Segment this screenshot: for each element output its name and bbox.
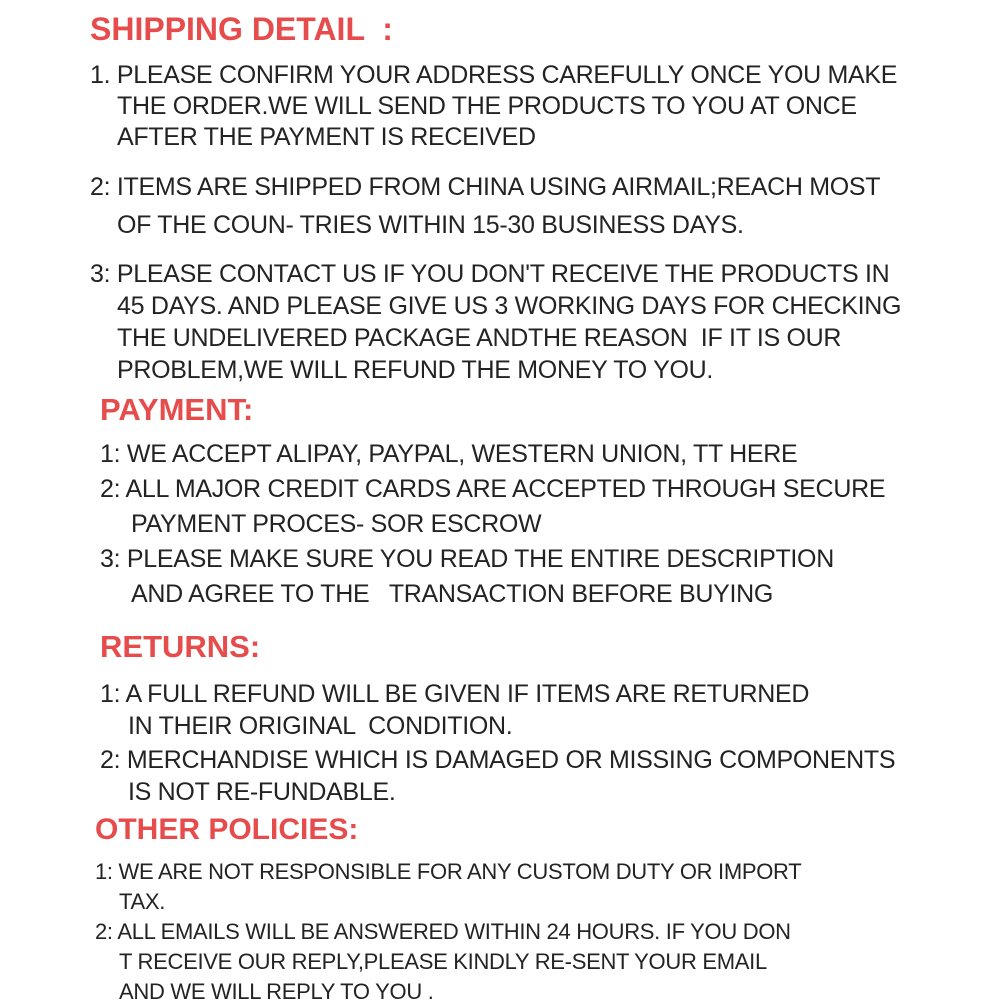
shipping-item-3: [90, 258, 901, 386]
returns-heading: RETURNS:: [100, 629, 261, 664]
policy-line: 3: PLEASE MAKE SURE YOU READ THE ENTIRE DESCRIPTION: [100, 545, 834, 573]
payment-item-1: [100, 437, 885, 472]
returns-item-2: [100, 744, 895, 808]
section-shipping-detail: [90, 10, 901, 386]
policy-line: PAYMENT PROCES- SOR ESCROW: [131, 510, 542, 538]
policy-line: 3: PLEASE CONTACT US IF YOU DON'T RECEIVE THE PRODUCTS IN: [90, 260, 890, 288]
other-policies-item-2: [95, 917, 801, 1000]
policy-line: 1: A FULL REFUND WILL BE GIVEN IF ITEMS ARE RETURNED: [100, 680, 810, 708]
payment-item-3: [100, 542, 885, 612]
policy-line: 45 DAYS. AND PLEASE GIVE US 3 WORKING DAYS FOR CHECKING: [117, 292, 902, 320]
shipping-item-1: [90, 60, 901, 153]
section-returns: [100, 626, 895, 810]
policy-line: 1. PLEASE CONFIRM YOUR ADDRESS CAREFULLY ONCE YOU MAKE: [90, 61, 898, 89]
policy-line: AND WE WILL REPLY TO YOU .: [119, 979, 434, 1000]
policy-line: IN THEIR ORIGINAL CONDITION.: [128, 712, 513, 740]
other-policies-heading: OTHER POLICIES:: [95, 813, 359, 846]
section-payment: [100, 390, 885, 612]
policy-line: 2: ALL EMAILS WILL BE ANSWERED WITHIN 24 HOURS. IF YOU DON: [95, 919, 791, 944]
policy-line: AND AGREE TO THE TRANSACTION BEFORE BUYING: [131, 580, 774, 608]
payment-heading: PAYMENT:: [100, 392, 254, 427]
policy-line: OF THE COUN- TRIES WITHIN 15-30 BUSINESS DAYS.: [117, 211, 744, 239]
other-policies-item-1: [95, 857, 801, 917]
section-other-policies: [95, 812, 801, 1000]
policy-line: THE ORDER.WE WILL SEND THE PRODUCTS TO YOU AT ONCE: [117, 92, 857, 120]
payment-item-2: [100, 472, 885, 542]
policy-line: PROBLEM,WE WILL REFUND THE MONEY TO YOU.: [117, 356, 713, 384]
shipping-item-2: [90, 168, 901, 244]
policy-line: 2: ALL MAJOR CREDIT CARDS ARE ACCEPTED THROUGH SECURE: [100, 475, 886, 503]
policy-line: TAX.: [119, 889, 166, 914]
policy-line: 2: MERCHANDISE WHICH IS DAMAGED OR MISSING COMPONENTS: [100, 746, 896, 774]
policy-line: 2: ITEMS ARE SHIPPED FROM CHINA USING AIRMAIL;REACH MOST: [90, 173, 881, 201]
policy-line: 1: WE ACCEPT ALIPAY, PAYPAL, WESTERN UNION, TT HERE: [100, 440, 798, 468]
policy-line: T RECEIVE OUR REPLY,PLEASE KINDLY RE-SENT YOUR EMAIL: [119, 949, 767, 974]
returns-item-1: [100, 678, 895, 742]
policy-line: 1: WE ARE NOT RESPONSIBLE FOR ANY CUSTOM DUTY OR IMPORT: [95, 859, 802, 884]
policy-line: THE UNDELIVERED PACKAGE ANDTHE REASON IF IT IS OUR: [117, 324, 842, 352]
shipping-detail-heading: SHIPPING DETAIL :: [90, 11, 393, 47]
policy-line: IS NOT RE-FUNDABLE.: [128, 778, 396, 806]
policy-line: AFTER THE PAYMENT IS RECEIVED: [117, 123, 536, 151]
